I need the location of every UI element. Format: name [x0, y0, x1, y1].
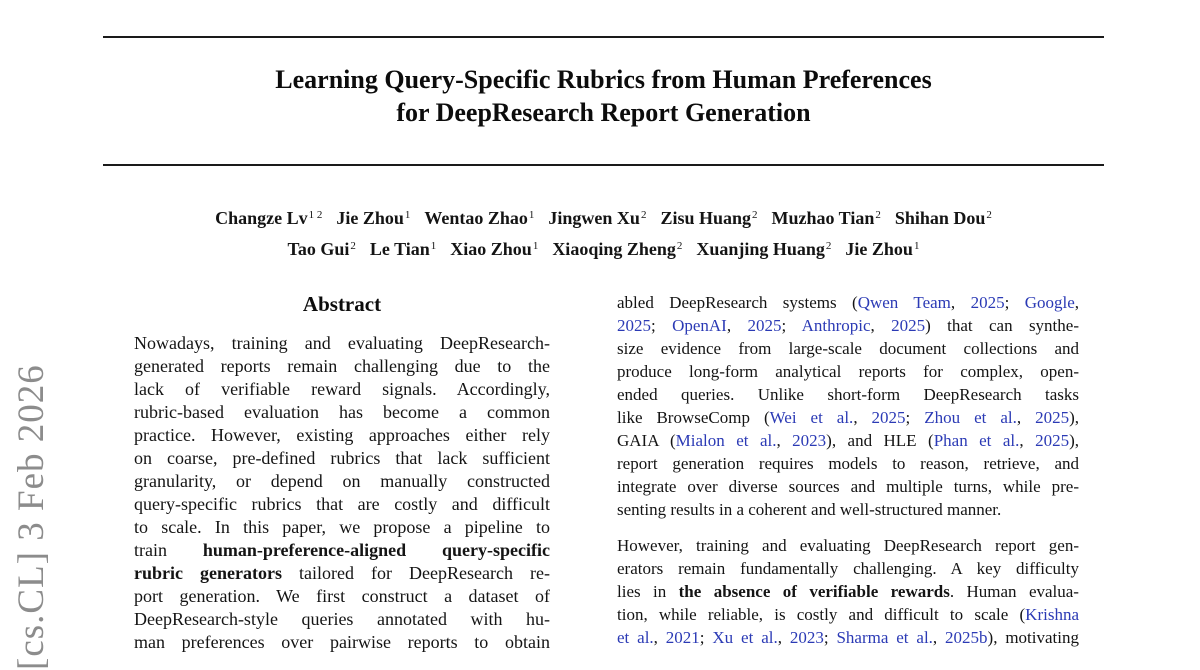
arxiv-watermark: [cs.CL] 3 Feb 2026: [11, 364, 52, 670]
citation-link[interactable]: 2025: [871, 408, 906, 427]
citation-link[interactable]: 2025: [747, 316, 782, 335]
author-name: Xiaoqing Zheng: [552, 239, 676, 259]
citation-link[interactable]: 2025: [970, 293, 1005, 312]
citation-link[interactable]: 2023: [792, 431, 827, 450]
text-line: [134, 516, 550, 539]
affiliation-superscript: 2: [986, 209, 992, 221]
top-rule: [103, 36, 1104, 38]
text-span: ,: [726, 316, 748, 335]
text-span: ;: [781, 316, 802, 335]
text-line: [134, 447, 550, 470]
citation-link[interactable]: Sharma et al.: [836, 628, 933, 647]
text-span: ;: [905, 408, 925, 427]
text-span: integrate over diverse sources and multiple turns, while pre-: [617, 477, 1079, 496]
text-span: ;: [651, 316, 673, 335]
text-line: [617, 429, 1079, 452]
abstract-column: [134, 292, 550, 654]
text-span: rubric-based evaluation has become a common: [134, 402, 550, 422]
text-span: ;: [1004, 293, 1025, 312]
text-span: lies in: [617, 582, 679, 601]
bold-text: rubric generators: [134, 563, 282, 583]
text-span: port generation. We first construct a dataset of: [134, 586, 550, 606]
citation-link[interactable]: Mialon et al.: [675, 431, 777, 450]
text-span: ),: [1069, 408, 1080, 427]
text-line: [134, 470, 550, 493]
text-line: [617, 626, 1079, 649]
author-name: Jie Zhou: [336, 208, 404, 228]
text-line: [617, 534, 1079, 557]
text-span: DeepResearch-style queries annotated with hu-: [134, 609, 550, 629]
text-span: ,: [1019, 431, 1036, 450]
text-span: ,: [1074, 293, 1080, 312]
text-line: [617, 314, 1079, 337]
citation-link[interactable]: Anthropic: [801, 316, 871, 335]
text-span: ,: [1016, 408, 1036, 427]
author-name: Zisu Huang: [660, 208, 751, 228]
text-span: size evidence from large-scale document collections and: [617, 339, 1079, 358]
body-column-right: [617, 291, 1079, 649]
affiliation-superscript: 1: [404, 209, 411, 221]
author-name: Le Tian: [369, 239, 430, 259]
text-span: on coarse, pre-defined rubrics that lack sufficient: [134, 448, 550, 468]
text-span: man preferences over pairwise reports to obtain: [134, 632, 550, 652]
citation-link[interactable]: et al.: [617, 628, 654, 647]
text-span: ,: [950, 293, 971, 312]
affiliation-superscript: 2: [350, 240, 356, 252]
text-span: like BrowseComp (: [617, 408, 770, 427]
text-line: [134, 401, 550, 424]
author-name: Jingwen Xu: [548, 208, 640, 228]
text-line: [134, 332, 550, 355]
text-span: ,: [853, 408, 872, 427]
paper-title: [103, 63, 1104, 129]
text-span: . Human evalua-: [949, 582, 1079, 601]
citation-link[interactable]: 2025: [1035, 408, 1070, 427]
text-span: tion, while reliable, is costly and difficult to scale (: [617, 605, 1026, 624]
text-span: ended queries. Unlike short-form DeepResearch tasks: [617, 385, 1079, 404]
citation-link[interactable]: Wei et al.: [769, 408, 854, 427]
text-span: ;: [699, 628, 713, 647]
citation-link[interactable]: Xu et al.: [712, 628, 778, 647]
text-span: ), motivating: [987, 628, 1079, 647]
author-name: Jie Zhou: [845, 239, 913, 259]
text-span: granularity, or depend on manually constructed: [134, 471, 550, 491]
author-name: Xuanjing Huang: [696, 239, 825, 259]
text-line: [134, 378, 550, 401]
text-line: [83, 201, 1124, 232]
text-span: generated reports remain challenging due to the: [134, 356, 550, 376]
text-span: Nowadays, training and evaluating DeepResearch-: [134, 333, 550, 353]
text-line: [617, 452, 1079, 475]
text-line: [617, 337, 1079, 360]
text-span: GAIA (: [617, 431, 676, 450]
text-span: ) that can synthe-: [925, 316, 1079, 335]
text-line: [134, 608, 550, 631]
text-span: abled DeepResearch systems (: [617, 293, 858, 312]
author-name: Xiao Zhou: [450, 239, 532, 259]
text-line: [617, 557, 1079, 580]
text-span: produce long-form analytical reports for complex, open-: [617, 362, 1079, 381]
affiliation-superscript: 2: [875, 209, 881, 221]
text-line: [617, 406, 1079, 429]
citation-link[interactable]: Krishna: [1025, 605, 1079, 624]
text-line: [134, 562, 550, 585]
text-line: [617, 383, 1079, 406]
author-list: [83, 201, 1124, 263]
citation-link[interactable]: 2025b: [945, 628, 988, 647]
text-line: [134, 493, 550, 516]
text-line: [617, 603, 1079, 626]
text-line: [617, 360, 1079, 383]
affiliation-superscript: 2: [676, 240, 683, 252]
citation-link[interactable]: 2023: [789, 628, 824, 647]
paper-title-line1: Learning Query-Specific Rubrics from Human Preferences: [275, 65, 932, 94]
text-line: [134, 631, 550, 654]
text-line: [134, 585, 550, 608]
affiliation-superscript: 1: [532, 240, 539, 252]
text-span: ,: [653, 628, 666, 647]
text-line: [83, 232, 1124, 263]
text-line: [617, 580, 1079, 603]
affiliation-superscript: 1 2: [308, 209, 323, 221]
author-name: Wentao Zhao: [424, 208, 528, 228]
citation-link[interactable]: 2025: [617, 316, 651, 335]
affiliation-superscript: 2: [825, 240, 832, 252]
affiliation-superscript: 1: [913, 240, 920, 252]
citation-link[interactable]: 2021: [665, 628, 700, 647]
intro-paragraph-2: [617, 534, 1079, 649]
affiliation-superscript: 1: [430, 240, 437, 252]
text-span: erators remain fundamentally challenging. A key difficulty: [617, 559, 1079, 578]
bold-text: human-preference-aligned query-specific: [202, 540, 550, 560]
text-span: ,: [777, 628, 790, 647]
text-span: However, training and evaluating DeepResearch report gen-: [617, 536, 1079, 555]
citation-link[interactable]: Zhou et al.: [924, 408, 1017, 427]
affiliation-superscript: 2: [640, 209, 647, 221]
intro-paragraph-1: [617, 291, 1079, 521]
affiliation-superscript: 1: [528, 209, 535, 221]
abstract-text: [134, 332, 550, 654]
text-line: [617, 291, 1079, 314]
citation-link[interactable]: Phan et al.: [933, 431, 1020, 450]
title-rule: [103, 164, 1104, 166]
citation-link[interactable]: OpenAI: [672, 316, 727, 335]
affiliation-superscript: 2: [751, 209, 758, 221]
text-span: report generation requires models to reason, retrieve, and: [617, 454, 1079, 473]
text-span: ),: [1069, 431, 1079, 450]
text-span: lack of verifiable reward signals. Accordingly,: [134, 379, 550, 399]
author-name: Shihan Dou: [894, 208, 986, 228]
text-span: tailored for DeepResearch re-: [282, 563, 550, 583]
citation-link[interactable]: 2025: [891, 316, 926, 335]
text-line: [134, 539, 550, 562]
text-span: query-specific rubrics that are costly and difficult: [134, 494, 550, 514]
text-span: ,: [932, 628, 946, 647]
text-line: [134, 355, 550, 378]
text-line: [134, 424, 550, 447]
citation-link[interactable]: Qwen Team: [857, 293, 951, 312]
text-span: train: [134, 540, 203, 560]
bold-text: the absence of verifiable rewards: [678, 582, 950, 601]
text-span: ,: [776, 431, 793, 450]
author-name: Tao Gui: [287, 239, 350, 259]
text-line: [617, 498, 1079, 521]
text-span: senting results in a coherent and well-structured manner.: [617, 500, 1002, 519]
author-name: Muzhao Tian: [771, 208, 875, 228]
text-line: [617, 475, 1079, 498]
paper-title-line2: for DeepResearch Report Generation: [396, 98, 811, 127]
text-span: ;: [823, 628, 837, 647]
abstract-heading: Abstract: [302, 292, 382, 316]
text-span: to scale. In this paper, we propose a pipeline to: [134, 517, 550, 537]
text-span: ), and HLE (: [826, 431, 934, 450]
author-name: Changze Lv: [215, 208, 308, 228]
text-span: ,: [870, 316, 892, 335]
citation-link[interactable]: Google: [1024, 293, 1075, 312]
citation-link[interactable]: 2025: [1035, 431, 1070, 450]
text-span: practice. However, existing approaches either rely: [134, 425, 550, 445]
